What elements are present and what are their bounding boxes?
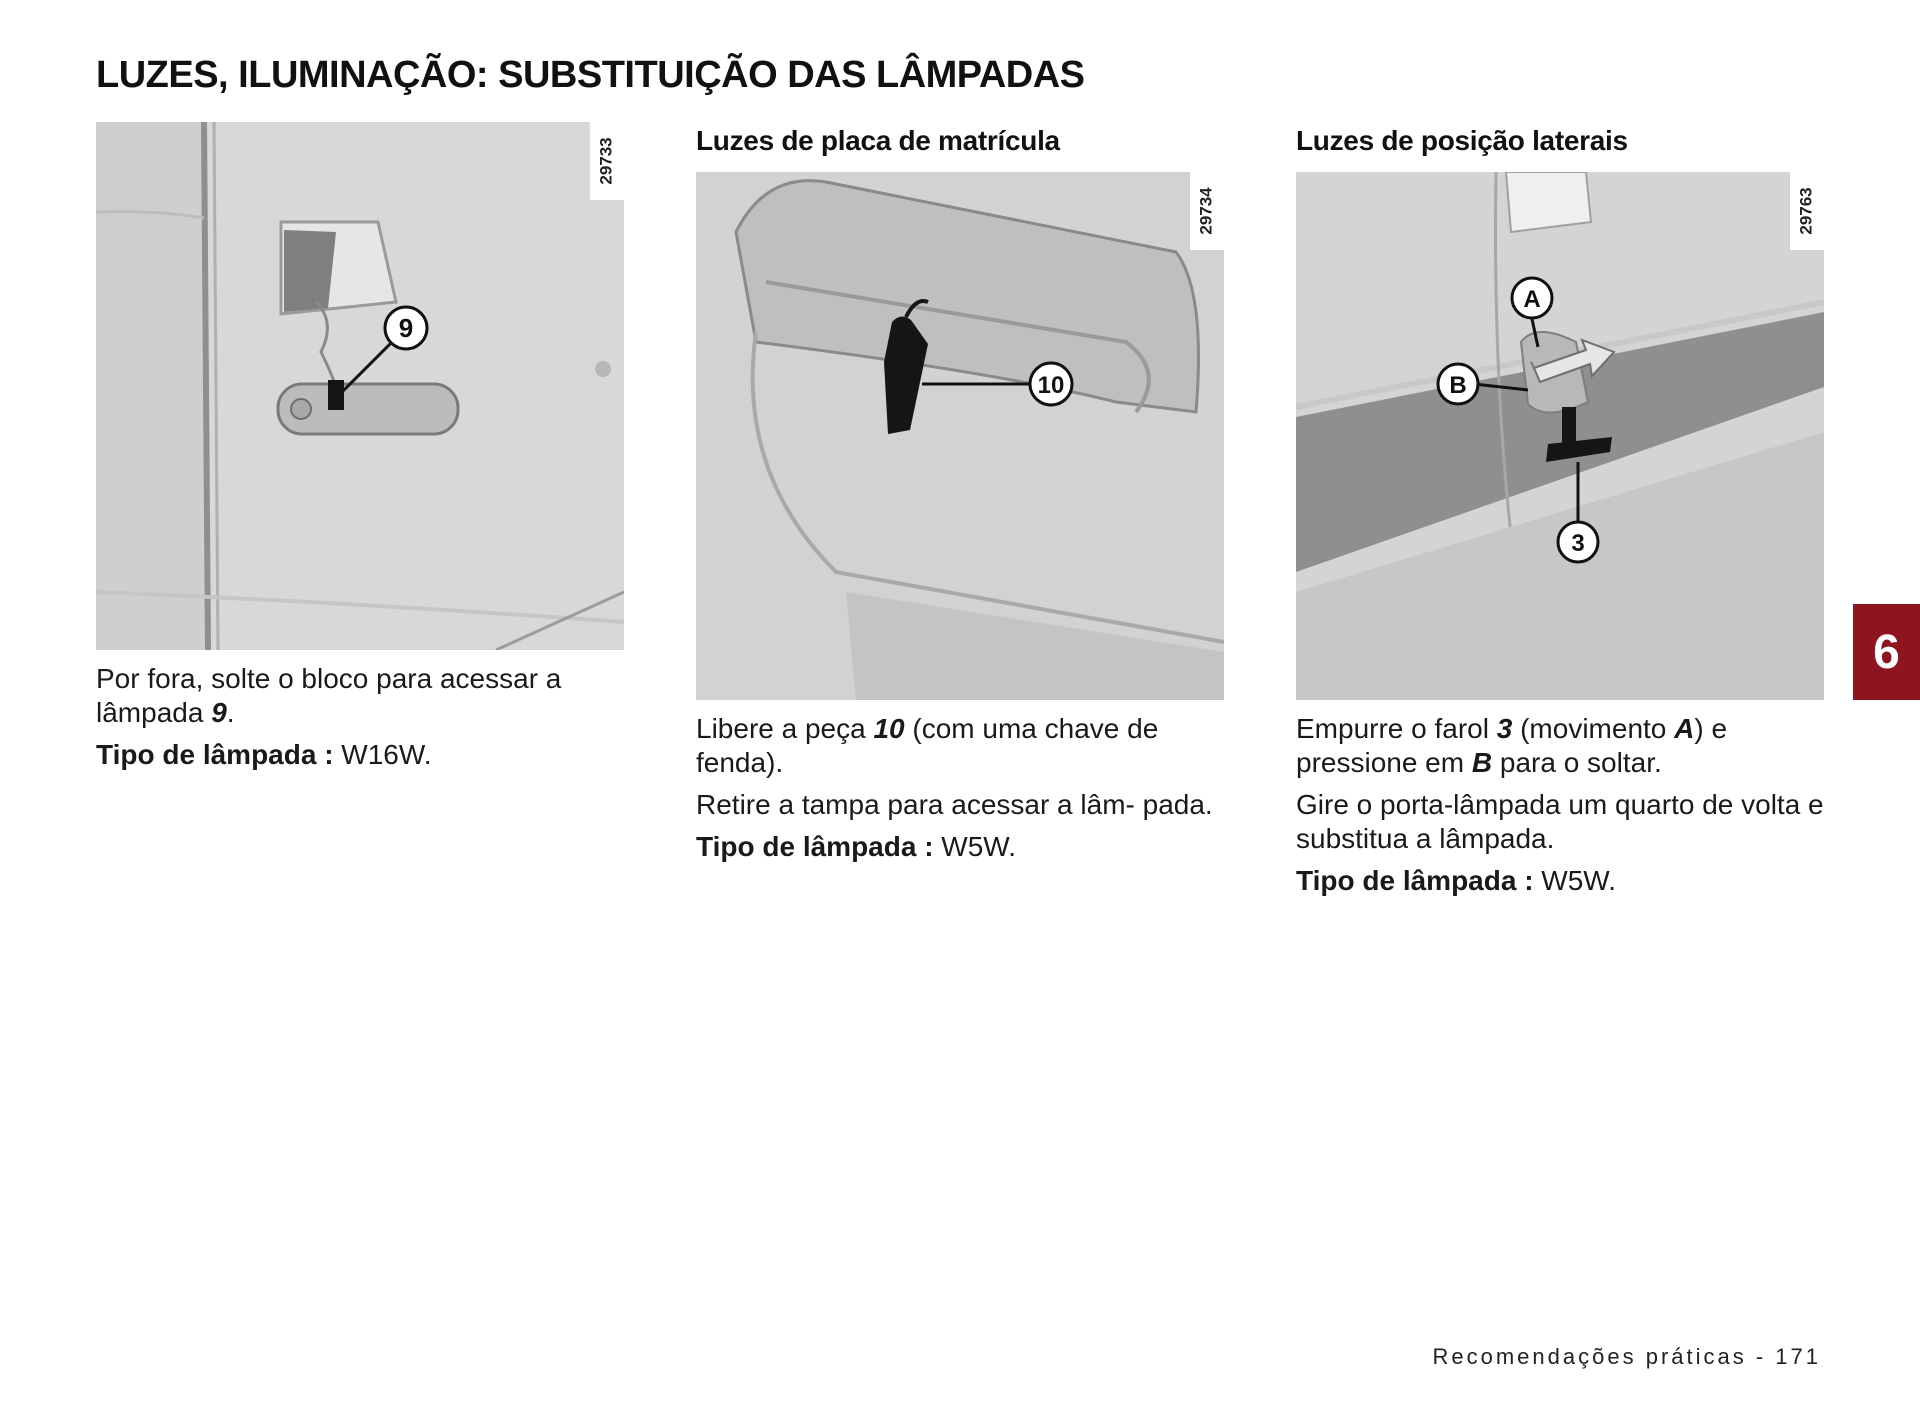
callout-A: A — [1523, 286, 1541, 313]
figure-side-lights — [1296, 172, 1824, 700]
section-heading: Luzes de placa de matrícula — [696, 125, 1060, 156]
bulb-type: Tipo de lâmpada : W5W. — [696, 831, 1016, 862]
figure-id-label: 29734 — [1190, 172, 1224, 250]
instruction-paragraph: Por fora, solte o bloco para acessar a lâmpada 9. — [96, 663, 562, 728]
section-heading: Luzes de posição laterais — [1296, 125, 1628, 156]
figure-door-handle — [96, 122, 624, 650]
page-title: LUZES, ILUMINAÇÃO: SUBSTITUIÇÃO DAS LÂMPADAS — [96, 54, 1085, 96]
column-door-handle — [96, 122, 624, 780]
figure-id-label: 29763 — [1790, 172, 1824, 250]
figure-license-plate — [696, 172, 1224, 700]
page-footer: Recomendações práticas - 171 — [1432, 1344, 1821, 1369]
callout-B: B — [1449, 372, 1467, 399]
chapter-tab: 6 — [1853, 604, 1920, 700]
door-handle-illustration — [96, 122, 624, 650]
column-license-plate-lights — [696, 122, 1224, 872]
callout-10: 10 — [1037, 372, 1065, 399]
side-light-illustration — [1296, 172, 1824, 700]
license-plate-illustration — [696, 172, 1224, 700]
figure-id-label: 29733 — [590, 122, 624, 200]
description-license-plate — [696, 712, 1224, 864]
instruction-paragraph: Empurre o farol 3 (movimento A) e pressione em B para o soltar. — [1296, 713, 1728, 778]
description-door-handle — [96, 662, 624, 772]
bulb-type: Tipo de lâmpada : W5W. — [1296, 865, 1616, 896]
description-side-lights — [1296, 712, 1824, 898]
callout-9: 9 — [398, 313, 414, 343]
instruction-paragraph: Gire o porta-lâmpada um quarto de volta e substitua a lâmpada. — [1296, 789, 1824, 854]
bulb-type: Tipo de lâmpada : W16W. — [96, 739, 432, 770]
callout-3: 3 — [1571, 530, 1585, 557]
instruction-paragraph: Libere a peça 10 (com uma chave de fenda). — [696, 713, 1159, 778]
instruction-paragraph: Retire a tampa para acessar a lâm- pada. — [696, 789, 1213, 820]
column-side-position-lights — [1296, 122, 1824, 906]
